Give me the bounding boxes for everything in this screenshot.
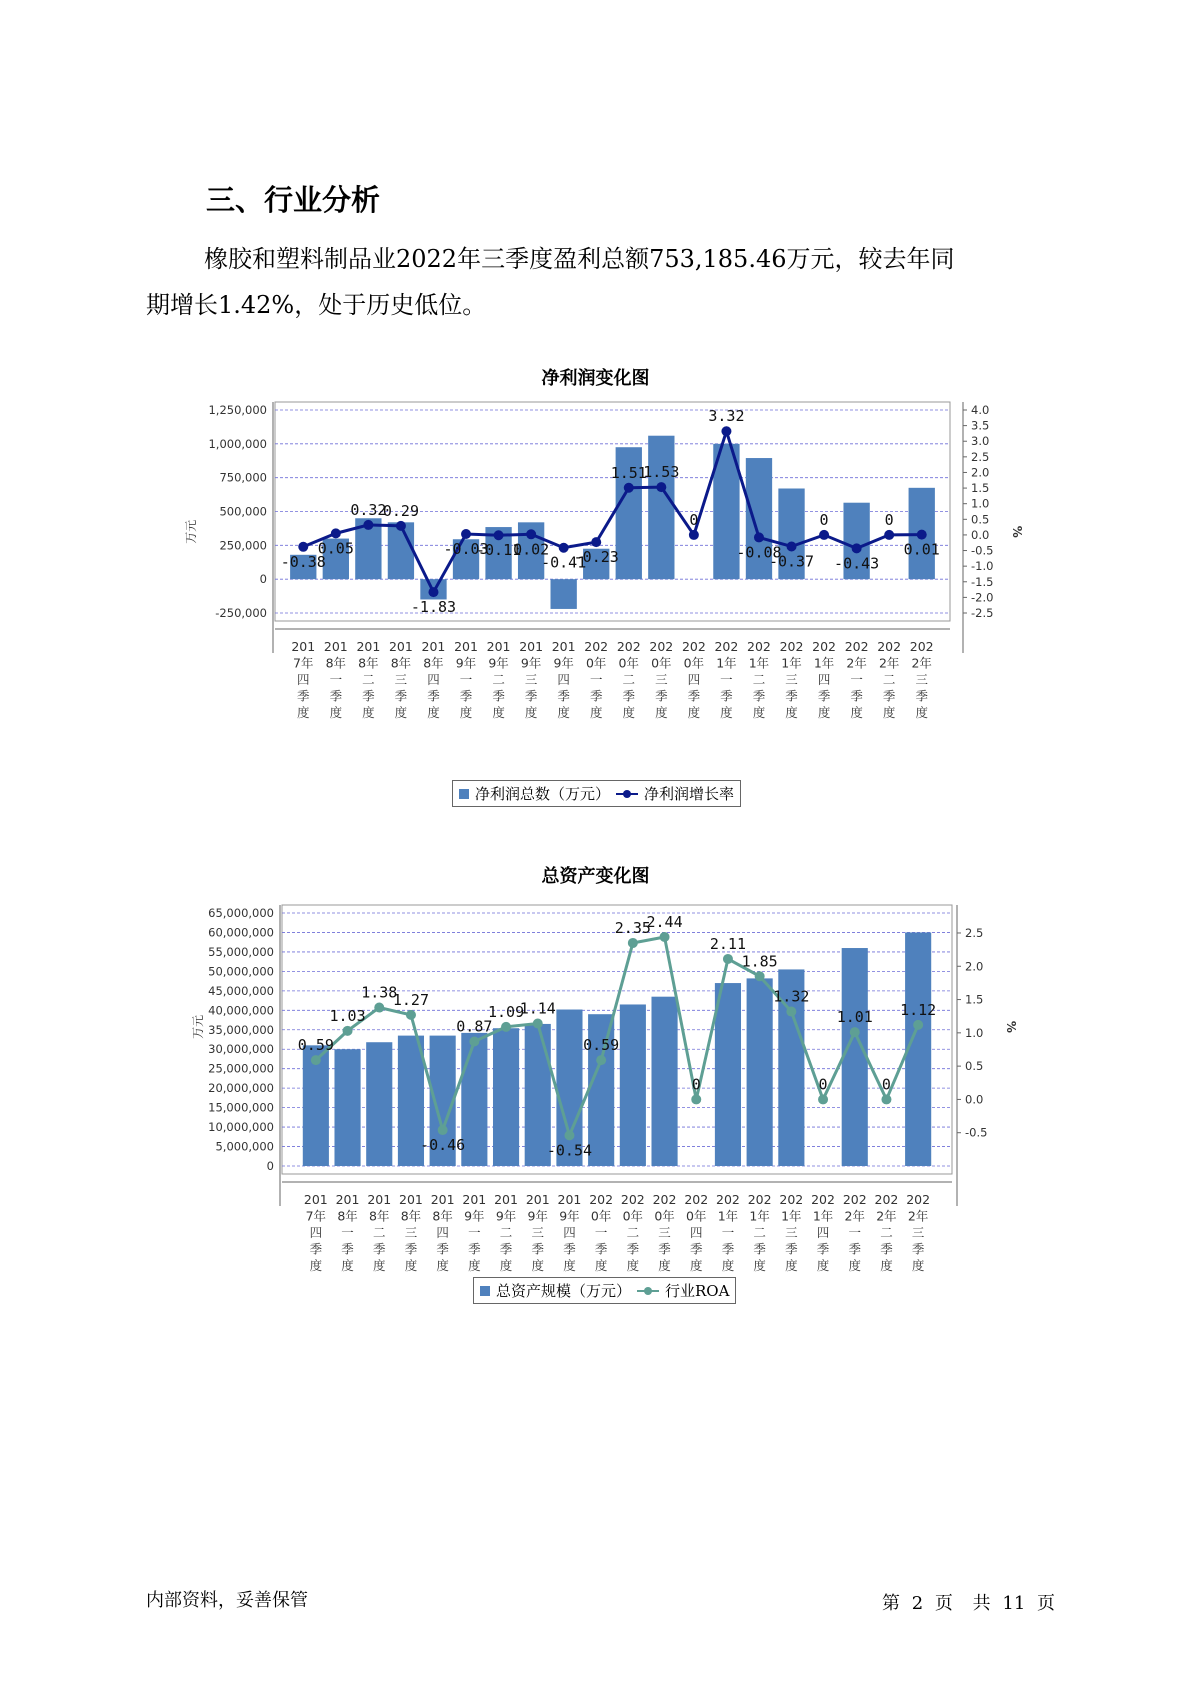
line-point xyxy=(526,529,536,539)
x-tick-label: 201 8年一季度 xyxy=(323,639,348,720)
x-tick-label: 201 7年四季度 xyxy=(303,1192,328,1273)
y-tick-label: 25,000,000 xyxy=(208,1061,274,1076)
bar xyxy=(620,1004,646,1166)
x-tick-label: 202 2年二季度 xyxy=(877,639,902,720)
data-label: 0.05 xyxy=(317,539,354,558)
data-label: 0.32 xyxy=(350,500,387,519)
bar-swatch xyxy=(480,1286,490,1296)
x-tick-label: 202 1年二季度 xyxy=(747,639,771,720)
y-tick-label: 45,000,000 xyxy=(208,983,274,998)
bar xyxy=(493,1028,519,1166)
x-tick-label: 201 8年二季度 xyxy=(367,1192,392,1273)
x-tick-label: 202 1年一季度 xyxy=(716,1192,740,1273)
y2-tick-label: 3.0 xyxy=(971,434,990,449)
data-label: -0.54 xyxy=(546,1141,593,1160)
y-tick-label: -250,000 xyxy=(215,606,267,620)
bar xyxy=(648,436,674,579)
x-tick-label: 202 1年三季度 xyxy=(779,1192,804,1273)
line-point xyxy=(331,528,341,538)
line-point xyxy=(755,971,765,981)
y-tick-label: 50,000,000 xyxy=(208,964,274,979)
bar xyxy=(334,1049,360,1166)
data-label: 0 xyxy=(691,1075,701,1094)
y2-tick-label: 0.0 xyxy=(971,527,990,542)
y2-tick-label: 2.5 xyxy=(971,449,990,464)
data-label: 1.14 xyxy=(519,999,556,1018)
x-tick-label: 202 2年一季度 xyxy=(844,639,869,720)
chart1-title: 净利润变化图 xyxy=(541,368,650,389)
y-tick-label: 1,250,000 xyxy=(208,403,267,417)
line-point xyxy=(689,530,699,540)
summary-line-1: 橡胶和塑料制品业2022年三季度盈利总额753,185.46万元，较去年同 xyxy=(204,245,955,273)
line-point xyxy=(721,426,731,436)
data-label: -0.08 xyxy=(736,543,782,562)
line-point xyxy=(363,520,373,530)
y2-tick-label: -2.5 xyxy=(971,606,994,620)
data-label: 0.29 xyxy=(382,501,419,520)
x-tick-label: 201 9年四季度 xyxy=(551,639,576,720)
y-tick-label: 500,000 xyxy=(219,504,267,519)
y-tick-label: 5,000,000 xyxy=(215,1139,274,1154)
total-assets-chart xyxy=(0,895,1191,1295)
y2-tick-label: -1.5 xyxy=(971,574,994,589)
line-point xyxy=(884,530,894,540)
data-label: 1.38 xyxy=(361,983,398,1002)
data-label: 0 xyxy=(689,510,699,529)
line-point xyxy=(564,1130,574,1140)
x-tick-label: 201 9年四季度 xyxy=(557,1192,582,1273)
data-label: 0.87 xyxy=(456,1017,493,1036)
y-tick-label: 0 xyxy=(259,572,267,587)
x-tick-label: 201 8年二季度 xyxy=(356,639,381,720)
data-label: 0.59 xyxy=(583,1036,620,1055)
y-tick-label: 65,000,000 xyxy=(208,906,274,920)
bar xyxy=(842,948,868,1166)
y2-tick-label: 1.0 xyxy=(971,496,990,511)
line-point xyxy=(298,542,308,552)
line-point xyxy=(852,543,862,553)
x-tick-label: 202 1年二季度 xyxy=(747,1192,772,1273)
x-tick-label: 201 7年四季度 xyxy=(291,639,316,720)
y2-tick-label: 1.5 xyxy=(971,481,990,496)
chart2-legend xyxy=(473,1277,736,1304)
line-point xyxy=(819,530,829,540)
data-label: -0.11 xyxy=(475,541,522,560)
x-tick-label: 202 0年三季度 xyxy=(649,639,674,720)
line-point xyxy=(396,521,406,531)
line-point xyxy=(787,541,797,551)
line-point xyxy=(501,1022,511,1032)
y2-tick-label: 2.5 xyxy=(965,925,984,940)
line-point xyxy=(311,1055,321,1065)
x-tick-label: 201 8年三季度 xyxy=(399,1192,423,1273)
y-axis-title: 万元 xyxy=(184,519,198,544)
y2-tick-label: 4.0 xyxy=(971,403,990,417)
x-tick-label: 202 0年一季度 xyxy=(584,639,609,720)
line-point xyxy=(494,530,504,540)
y2-tick-label: -2.0 xyxy=(971,590,994,605)
y2-tick-label: 1.0 xyxy=(965,1025,984,1040)
line-point xyxy=(628,938,638,948)
y2-tick-label: 1.5 xyxy=(965,992,984,1007)
data-label: 2.11 xyxy=(709,934,747,953)
y-tick-label: 35,000,000 xyxy=(208,1022,274,1037)
summary-paragraph xyxy=(146,236,1046,328)
line-point xyxy=(461,529,471,539)
x-tick-label: 201 8年一季度 xyxy=(335,1192,360,1273)
data-label: -0.41 xyxy=(541,553,587,572)
line-point xyxy=(428,587,438,597)
line-point xyxy=(438,1125,448,1135)
y2-tick-label: -1.0 xyxy=(971,559,994,574)
data-label: 1.01 xyxy=(836,1008,873,1027)
x-tick-label: 202 2年一季度 xyxy=(842,1192,867,1273)
total-num: 11 xyxy=(1002,1593,1026,1614)
x-tick-label: 201 8年四季度 xyxy=(421,639,446,720)
data-label: -0.46 xyxy=(420,1136,466,1155)
y2-tick-label: -0.5 xyxy=(971,543,994,558)
line-point xyxy=(754,532,764,542)
x-tick-label: 202 0年二季度 xyxy=(620,1192,645,1273)
x-tick-label: 202 0年三季度 xyxy=(652,1192,677,1273)
section-heading: 三、行业分析 xyxy=(206,183,381,217)
footer-page-number xyxy=(882,1589,1061,1615)
data-label: 0.01 xyxy=(903,540,940,559)
line-point xyxy=(917,530,927,540)
x-tick-label: 201 9年二季度 xyxy=(486,639,511,720)
page-num: 2 xyxy=(911,1593,924,1614)
line-point xyxy=(559,543,569,553)
y-tick-label: 55,000,000 xyxy=(208,944,274,959)
y-tick-label: 40,000,000 xyxy=(208,1003,274,1018)
x-tick-label: 202 0年二季度 xyxy=(616,639,641,720)
data-label: 2.44 xyxy=(646,912,683,931)
data-label: 1.85 xyxy=(741,952,778,971)
x-tick-label: 201 8年三季度 xyxy=(388,639,413,720)
data-label: -0.38 xyxy=(280,552,326,571)
data-label: -0.37 xyxy=(768,552,815,571)
x-tick-label: 201 9年二季度 xyxy=(494,1192,518,1273)
y-tick-label: 10,000,000 xyxy=(208,1120,274,1135)
bar xyxy=(551,579,577,609)
data-label: 0.59 xyxy=(297,1036,334,1055)
y2-tick-label: 2.0 xyxy=(971,465,990,480)
summary-line-2: 期增长1.42%，处于历史低位。 xyxy=(146,291,487,319)
data-label: 1.32 xyxy=(773,987,810,1006)
data-label: 0 xyxy=(881,1075,891,1094)
y-tick-label: 250,000 xyxy=(219,538,267,553)
chart2-title: 总资产变化图 xyxy=(541,866,650,887)
y2-tick-label: 3.5 xyxy=(971,418,990,433)
line-point xyxy=(596,1055,606,1065)
y-tick-label: 750,000 xyxy=(219,470,267,485)
y2-tick-label: -0.5 xyxy=(965,1125,988,1140)
line-point xyxy=(624,483,634,493)
y-tick-label: 20,000,000 xyxy=(208,1081,274,1096)
y2-tick-label: 0.5 xyxy=(971,512,990,527)
line-point xyxy=(406,1010,416,1020)
total-label-2: 页 xyxy=(1037,1593,1056,1614)
y2-tick-label: 0.5 xyxy=(965,1059,984,1074)
line-point xyxy=(881,1094,891,1104)
x-tick-label: 202 0年四季度 xyxy=(681,639,706,720)
y2-tick-label: 2.0 xyxy=(965,959,984,974)
x-tick-label: 202 0年四季度 xyxy=(684,1192,709,1273)
line-swatch xyxy=(637,1286,659,1296)
page-label-2: 页 xyxy=(934,1593,953,1614)
line-point xyxy=(656,482,666,492)
line-point xyxy=(723,954,733,964)
y-tick-label: 30,000,000 xyxy=(208,1042,274,1057)
chart1-legend xyxy=(452,780,741,807)
y-tick-label: 15,000,000 xyxy=(208,1100,274,1115)
data-label: 2.35 xyxy=(614,918,651,937)
y-axis-title: 万元 xyxy=(191,1014,205,1039)
y2-axis-title: % xyxy=(1004,1020,1018,1033)
x-tick-label: 202 2年二季度 xyxy=(874,1192,899,1273)
data-label: -1.83 xyxy=(410,598,457,617)
x-tick-label: 201 9年三季度 xyxy=(519,639,544,720)
bar xyxy=(715,983,741,1166)
y-tick-label: 1,000,000 xyxy=(208,436,267,451)
bar xyxy=(651,997,677,1166)
bar-swatch xyxy=(459,789,469,799)
x-tick-label: 202 2年三季度 xyxy=(906,1192,931,1273)
data-label: -0.43 xyxy=(834,554,880,573)
data-label: 0 xyxy=(819,510,829,529)
data-label: 0.02 xyxy=(513,540,550,559)
data-label: 1.27 xyxy=(392,990,430,1009)
legend-bar-label: 总资产规模（万元） xyxy=(496,1282,632,1300)
data-label: 3.32 xyxy=(708,407,745,426)
x-tick-label: 201 9年一季度 xyxy=(454,639,478,720)
x-tick-label: 201 9年一季度 xyxy=(462,1192,487,1273)
line-point xyxy=(533,1019,543,1029)
data-label: 0 xyxy=(818,1075,828,1094)
x-tick-label: 201 8年四季度 xyxy=(430,1192,455,1273)
line-point xyxy=(343,1026,353,1036)
data-label: 1.53 xyxy=(643,463,680,482)
legend-bar-label: 净利润总数（万元） xyxy=(475,785,611,803)
net-profit-chart xyxy=(0,395,1191,795)
line-swatch xyxy=(616,789,638,799)
data-label: 1.03 xyxy=(329,1006,366,1025)
line-point xyxy=(374,1003,384,1013)
line-point xyxy=(818,1094,828,1104)
data-label: -0.03 xyxy=(443,539,489,558)
line-point xyxy=(591,537,601,547)
x-tick-label: 202 1年四季度 xyxy=(811,1192,835,1273)
page-label-1: 第 xyxy=(882,1593,900,1614)
footer-confidential: 内部资料，妥善保管 xyxy=(146,1590,308,1611)
bar xyxy=(747,978,773,1166)
y-tick-label: 60,000,000 xyxy=(208,925,274,940)
line-point xyxy=(691,1094,701,1104)
x-tick-label: 202 1年三季度 xyxy=(779,639,804,720)
bar xyxy=(366,1042,392,1166)
y2-axis-title: % xyxy=(1010,525,1024,538)
total-label-1: 共 xyxy=(972,1593,991,1614)
line-point xyxy=(913,1020,923,1030)
y2-tick-label: 0.0 xyxy=(965,1092,984,1107)
x-tick-label: 202 1年四季度 xyxy=(812,639,837,720)
legend-line-label: 净利润增长率 xyxy=(644,785,735,803)
data-label: 1.51 xyxy=(610,463,647,482)
x-tick-label: 202 0年一季度 xyxy=(589,1192,614,1273)
y-tick-label: 0 xyxy=(266,1159,274,1173)
x-tick-label: 201 9年三季度 xyxy=(525,1192,550,1273)
data-label: -0.23 xyxy=(573,548,619,567)
x-tick-label: 202 1年一季度 xyxy=(714,639,739,720)
data-label: 0 xyxy=(884,510,894,529)
data-label: 1.09 xyxy=(487,1002,525,1021)
line-point xyxy=(850,1027,860,1037)
line-point xyxy=(469,1036,479,1046)
legend-line-label: 行业ROA xyxy=(665,1282,730,1300)
data-label: 1.12 xyxy=(900,1000,937,1019)
line-point xyxy=(786,1007,796,1017)
x-tick-label: 202 2年三季度 xyxy=(909,639,934,720)
line-point xyxy=(660,932,670,942)
